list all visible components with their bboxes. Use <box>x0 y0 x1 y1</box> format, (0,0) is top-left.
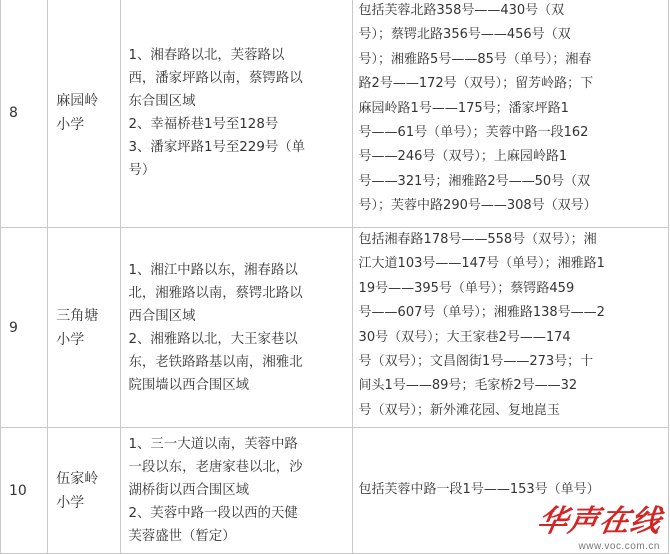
row-number: 10 <box>1 428 48 554</box>
table-row <box>1 0 669 228</box>
school-name: 三角塘 小学 <box>48 228 120 428</box>
district-range: 1、湘江中路以东，湘春路以 北，湘雅路以南，蔡锷北路以 西合围区域 2、湘雅路以北，大王家巷以 东，老铁路路基以南，湘雅北 院围墙以西合围区域 <box>120 228 352 428</box>
address-detail: 包括芙蓉中路一段1号——153号（单号） <box>352 428 668 554</box>
district-range: 1、三一大道以南，芙蓉中路 一段以东，老唐家巷以北，沙 湖桥街以西合围区域 2、芙蓉中路一段以西的天健 芙蓉盛世（暂定） <box>120 428 352 554</box>
school-name: 伍家岭 小学 <box>48 428 120 554</box>
watermark-url: www.voc.com.cn <box>578 541 660 552</box>
address-detail: 包括芙蓉北路358号——430号（双 号）；蔡锷北路356号——456号（双 号）；湘雅路5号——85号（单号）；湘春 路2号——172号（双号）；留芳岭路；下 麻园岭路1号——175号；潘家坪路1 号——61号（单号）；芙蓉中路一段162 号——246号（双号）；上麻园岭路1 号——321号；湘雅路2号——50号（双 号）；芙蓉中路290号——308号（双号） <box>352 0 668 228</box>
table-row <box>1 228 669 428</box>
watermark-logo: 华声在线 <box>534 504 665 539</box>
row-number: 9 <box>1 228 48 428</box>
school-name: 麻园岭 小学 <box>48 0 120 228</box>
district-range: 1、湘春路以北，芙蓉路以 西，潘家坪路以南，蔡锷路以 东合围区域 2、幸福桥巷1号至128号 3、潘家坪路1号至229号（单 号） <box>120 0 352 228</box>
row-number: 8 <box>1 0 48 228</box>
site-watermark <box>516 496 666 552</box>
address-detail: 包括湘春路178号——558号（双号）；湘 江大道103号——147号（单号）；湘雅路1 19号——395号（单号）；蔡锷路459 号——607号（单号）；湘雅路138号——2 30号（双号）；大王家巷2号——174 号（双号）；文昌阁街1号——273号；十 间头1号——89号；毛家桥2号——32 号（双号）；新外滩花园、复地崑玉 <box>352 228 668 428</box>
